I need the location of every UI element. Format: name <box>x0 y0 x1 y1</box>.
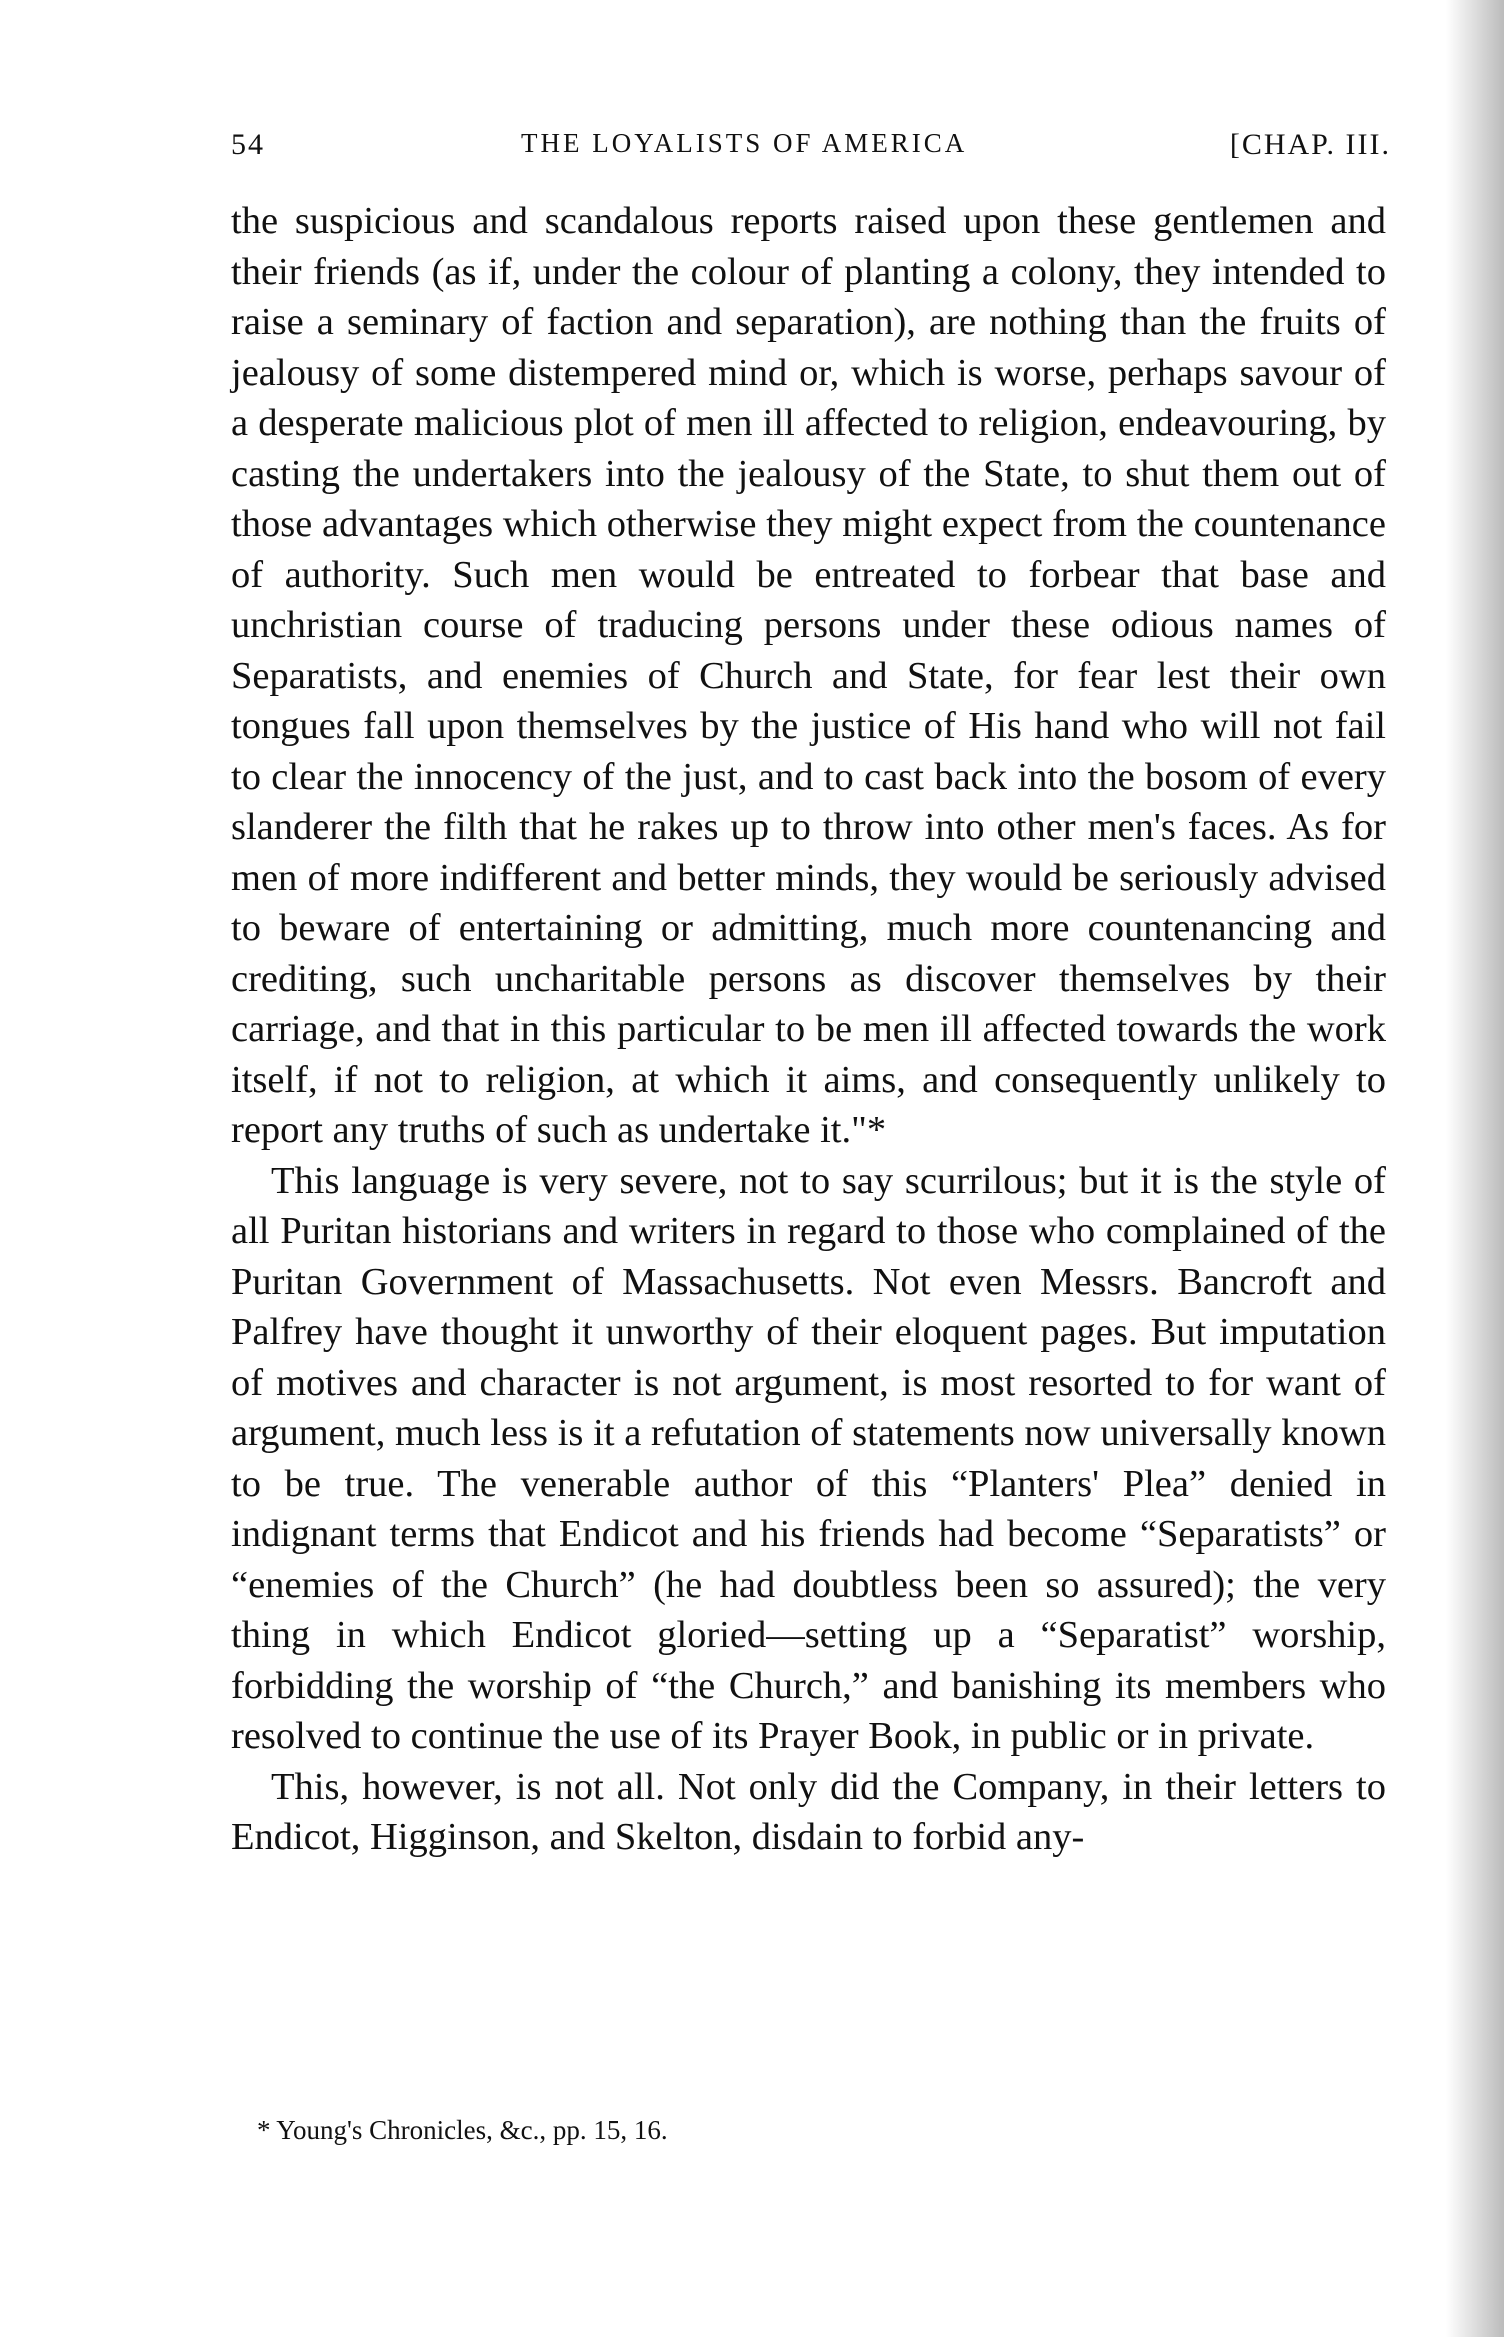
paragraph-continuation: This, however, is not all. Not only did the Company, in their letters to Endicot, Higginson, and Skelton, disdain to forbid any- <box>231 1765 1386 1858</box>
page-gutter-shadow <box>1446 0 1504 2337</box>
page-header <box>231 128 1391 172</box>
body-text <box>231 196 1386 1863</box>
paragraph-commentary: This language is very severe, not to say scurrilous; but it is the style of all Puritan historians and writers in regard to those who complained of the Puritan Government of Massachusetts. Not even Messrs. Bancroft and Palfrey have thought it unworthy of their eloquent pages. But imputation of motives and character is not argument, is most resorted to for want of argument, much less is it a refutation of statements now universally known to be true. The venerable author of this “Planters' Plea” denied in indignant terms that Endicot and his friends had become “Separatists” or “enemies of the Church” (he had doubtless been so assured); the very thing in which Endicot gloried—setting up a “Separatist” worship, forbidding the worship of “the Church,” and banishing its members who resolved to continue the use of its Prayer Book, in public or in private. <box>231 1159 1386 1757</box>
running-title: THE LOYALISTS OF AMERICA <box>521 128 968 158</box>
page-number: 54 <box>231 128 265 161</box>
paragraph-quotation: the suspicious and scandalous reports raised upon these gentlemen and their friends (as if, under the colour of planting a colony, they intended to raise a seminary of faction and separation), are nothing than the fruits of jealousy of some distempered mind or, which is worse, perhaps savour of a desperate malicious plot of men ill affected to religion, endeavouring, by casting the undertakers into the jealousy of the State, to shut them out of those advantages which otherwise they might expect from the countenance of authority. Such men would be entreated to forbear that base and unchristian course of traducing persons under these odious names of Separatists, and enemies of Church and State, for fear lest their own tongues fall upon themselves by the justice of His hand who will not fail to clear the innocency of the just, and to cast back into the bosom of every slanderer the filth that he rakes up to throw into other men's faces. As for men of more indifferent and better minds, they would be seriously advised to beware of entertaining or admitting, much more countenancing and crediting, such uncharitable persons as discover themselves by their carriage, and that in this particular to be men ill affected towards the work itself, if not to religion, at which it aims, and consequently unlikely to report any truths of such as undertake it."* <box>231 200 1386 1151</box>
chapter-reference: [CHAP. III. <box>1229 128 1391 161</box>
footnote: * Young's Chronicles, &c., pp. 15, 16. <box>257 2115 668 2145</box>
